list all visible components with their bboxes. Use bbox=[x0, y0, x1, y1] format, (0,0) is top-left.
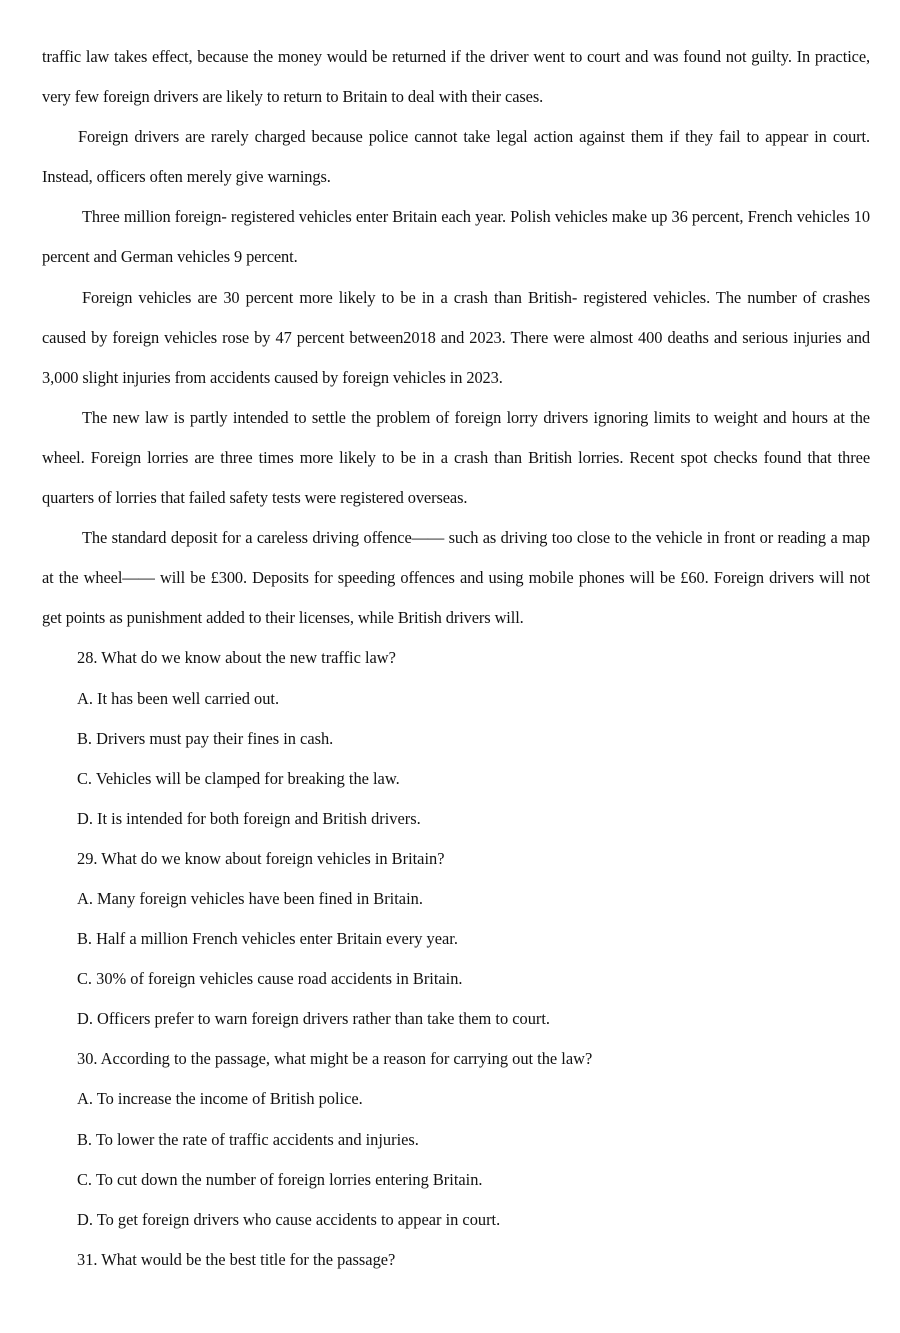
answer-option-a: A. It has been well carried out. bbox=[77, 688, 280, 708]
answer-option-b: B. Drivers must pay their fines in cash. bbox=[77, 728, 334, 748]
question-30 bbox=[42, 1039, 870, 1239]
document-page bbox=[42, 37, 870, 1280]
question-stem: 30. According to the passage, what might be a reason for carrying out the law? bbox=[77, 1049, 593, 1069]
answer-option-c: C. Vehicles will be clamped for breaking the law. bbox=[77, 768, 400, 788]
question-stem: 28. What do we know about the new traffic law? bbox=[77, 648, 396, 668]
question-28 bbox=[42, 638, 870, 838]
answer-option-a: A. Many foreign vehicles have been fined in Britain. bbox=[77, 888, 423, 908]
passage-paragraph-3: Three million foreign- registered vehicles enter Britain each year. Polish vehicles make up 36 percent, French vehicles 10 percent and German vehicles 9 percent. bbox=[42, 207, 870, 267]
answer-option-a: A. To increase the income of British police. bbox=[77, 1089, 363, 1109]
passage-paragraph-6: The standard deposit for a careless driving offence—— such as driving too close to the vehicle in front or reading a map at the wheel—— will be £300. Deposits for speeding offences and using mobile phones will be £60. Foreign drivers will not get points as punishment added to their licenses, while British drivers will. bbox=[42, 528, 870, 628]
answer-option-c: C. To cut down the number of foreign lorries entering Britain. bbox=[77, 1169, 483, 1189]
question-29 bbox=[42, 839, 870, 1039]
question-stem: 31. What would be the best title for the passage? bbox=[77, 1249, 396, 1269]
answer-option-c: C. 30% of foreign vehicles cause road accidents in Britain. bbox=[77, 969, 463, 989]
passage-paragraph-2: Foreign drivers are rarely charged because police cannot take legal action against them if they fail to appear in court. Instead, officers often merely give warnings. bbox=[42, 127, 870, 187]
question-31 bbox=[42, 1240, 870, 1280]
answer-option-b: B. To lower the rate of traffic accidents and injuries. bbox=[77, 1129, 419, 1149]
answer-option-d: D. To get foreign drivers who cause accidents to appear in court. bbox=[77, 1209, 501, 1229]
passage-paragraph-4: Foreign vehicles are 30 percent more likely to be in a crash than British- registered vehicles. The number of crashes caused by foreign vehicles rose by 47 percent between2018 and 2023. There were almost 400 deaths and serious injuries and 3,000 slight injuries from accidents caused by foreign vehicles in 2023. bbox=[42, 287, 870, 387]
answer-option-b: B. Half a million French vehicles enter Britain every year. bbox=[77, 929, 458, 949]
answer-option-d: D. Officers prefer to warn foreign drivers rather than take them to court. bbox=[77, 1009, 551, 1029]
question-stem: 29. What do we know about foreign vehicles in Britain? bbox=[77, 848, 445, 868]
answer-option-d: D. It is intended for both foreign and British drivers. bbox=[77, 808, 421, 828]
passage-paragraph-5: The new law is partly intended to settle the problem of foreign lorry drivers ignoring limits to weight and hours at the wheel. Foreign lorries are three times more likely to be in a crash than British lorries. Recent spot checks found that three quarters of lorries that failed safety tests were registered overseas. bbox=[42, 407, 870, 508]
passage-paragraph-1: traffic law takes effect, because the money would be returned if the driver went to court and was found not guilty. In practice, very few foreign drivers are likely to return to Britain to deal with their cases. bbox=[42, 47, 870, 107]
